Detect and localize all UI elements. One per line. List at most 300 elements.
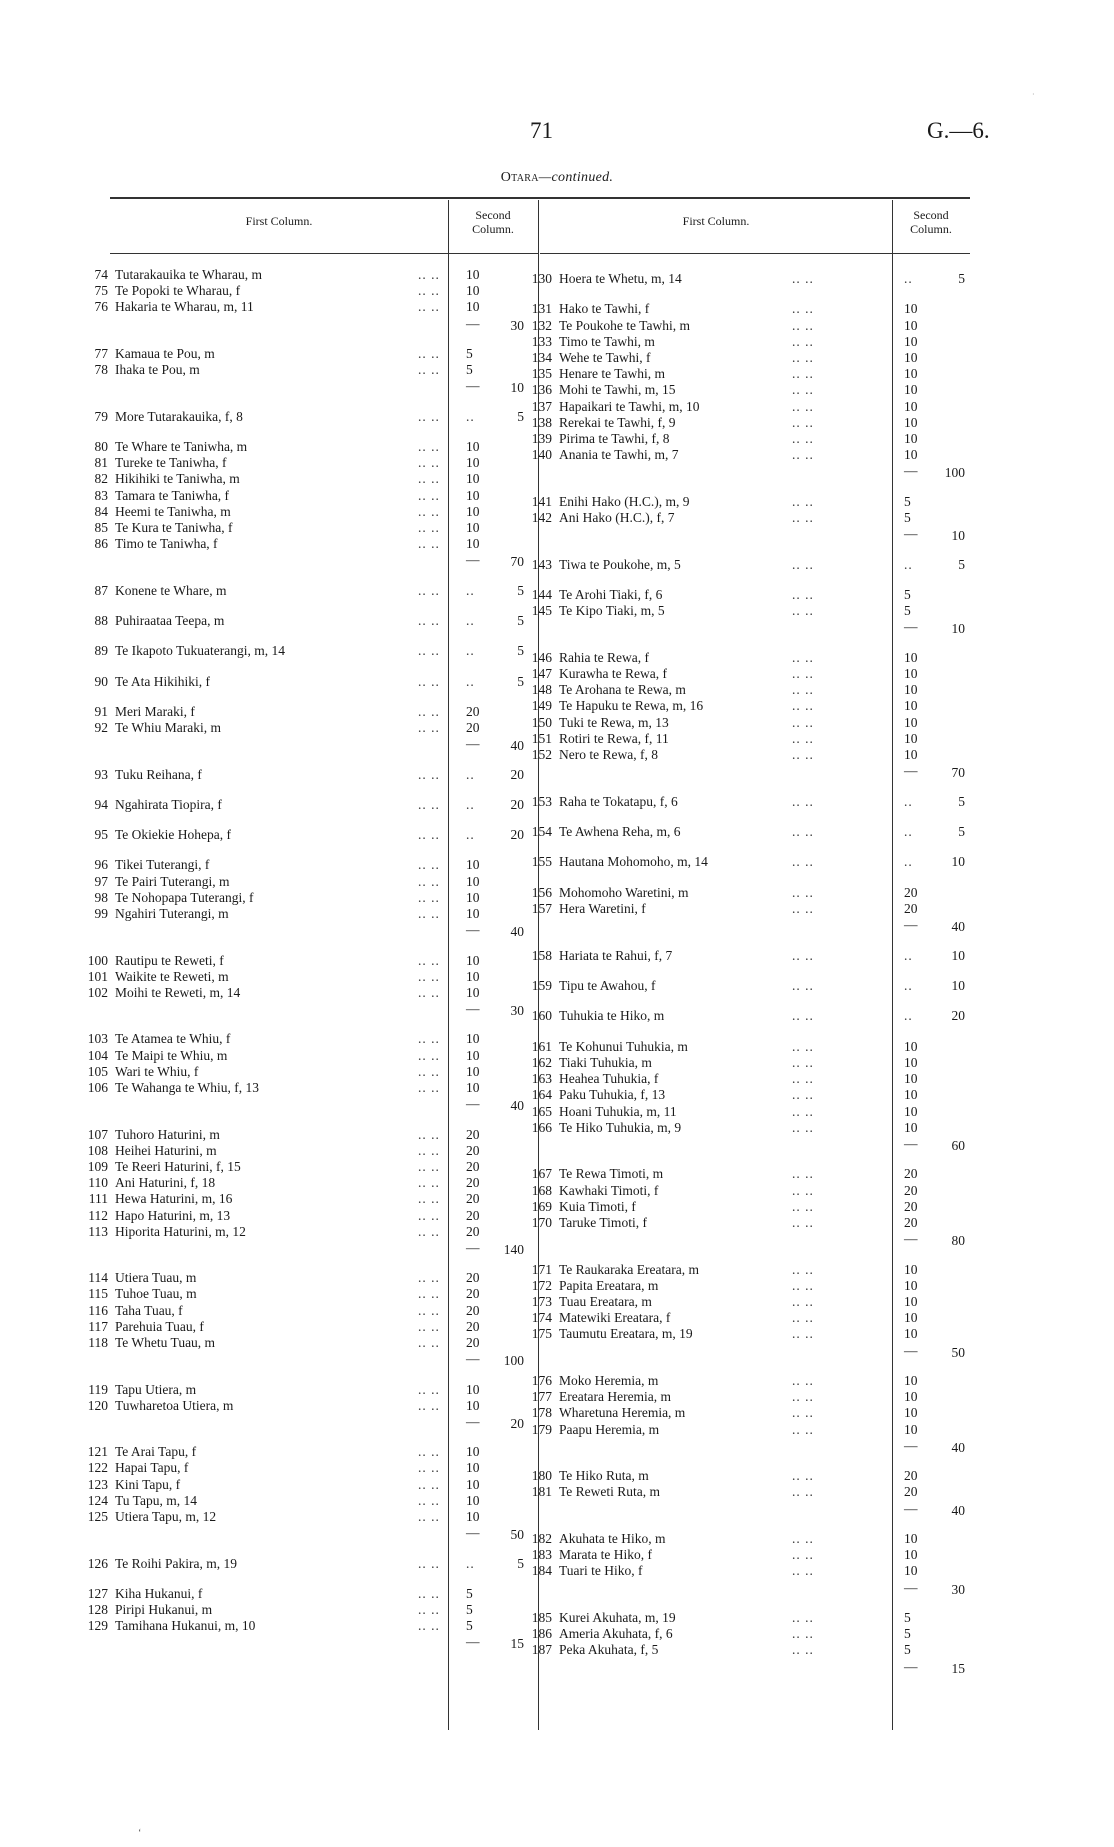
leader-dots: .. .. [792, 1421, 814, 1437]
left-second-column-divider [448, 200, 449, 1730]
table-row [522, 1071, 918, 1087]
entry-number: 141 [531, 493, 552, 509]
table-row [78, 283, 480, 299]
left-second-column-header-line2: Column. [472, 222, 514, 236]
entry-number: 96 [94, 857, 108, 873]
table-row [78, 984, 480, 1001]
entry-name: Te Whetu Tuau, m [115, 1335, 216, 1350]
subtotal-dash: — [466, 1239, 480, 1255]
table-row [522, 1468, 918, 1484]
first-column-value: 10 [904, 1103, 918, 1119]
entry-number: 75 [94, 283, 108, 299]
entry-name: Tamara te Taniwha, f [115, 487, 230, 503]
table-row [522, 1038, 918, 1055]
entry-number: 156 [531, 884, 552, 900]
entry-number: 179 [531, 1421, 552, 1437]
table-row [78, 536, 480, 552]
table-row [78, 438, 480, 455]
entry-number: 90 [94, 673, 108, 689]
first-column-value: 20 [904, 1484, 918, 1500]
table-row [78, 1223, 480, 1240]
leader-dots: .. .. [418, 968, 440, 984]
table-row [78, 766, 475, 783]
subtotal-dash: — [904, 1342, 918, 1358]
leader-dots: .. .. [792, 1405, 814, 1421]
leader-dots: .. .. [418, 438, 440, 454]
entry-name: Wehe te Tawhi, f [559, 350, 651, 365]
table-row [522, 714, 918, 731]
leader-dots: .. .. [792, 698, 814, 714]
second-column-total: 30 [951, 1581, 965, 1597]
leader-dots: .. [466, 408, 475, 424]
entry-number: 129 [87, 1618, 108, 1634]
entry-number: 88 [94, 612, 108, 628]
first-column-value: 20 [904, 1198, 918, 1214]
leader-dots: .. .. [418, 1031, 440, 1047]
entry-name: Te Raukaraka Ereatara, m [559, 1261, 699, 1277]
leader-dots: .. .. [792, 1610, 814, 1625]
first-column-value: 10 [466, 968, 480, 984]
first-column-value: 10 [904, 1421, 918, 1437]
entry-name: Wari te Whiu, f [115, 1063, 199, 1079]
first-column-value: 10 [466, 455, 480, 471]
document-code: G.—6. [927, 118, 990, 143]
leader-dots: .. [904, 556, 913, 572]
leader-dots: .. .. [792, 1373, 814, 1388]
entry-number: 74 [94, 267, 108, 282]
table-top-rule [110, 197, 970, 199]
leader-dots: .. .. [418, 1476, 440, 1492]
entry-number: 168 [531, 1182, 552, 1198]
leader-dots: .. .. [792, 447, 814, 463]
entry-number: 178 [531, 1405, 552, 1421]
leader-dots: .. [466, 1555, 475, 1571]
entry-name: Hautana Mohomoho, m, 14 [559, 854, 708, 870]
first-column-value: 10 [904, 333, 918, 349]
leader-dots: .. .. [418, 857, 440, 873]
entry-number: 176 [531, 1373, 552, 1388]
first-column-value: 10 [466, 1080, 480, 1095]
entry-number: 127 [87, 1585, 108, 1601]
first-column-value: 20 [904, 1166, 918, 1182]
entry-number: 112 [88, 1207, 108, 1223]
table-row [78, 827, 475, 843]
entry-name: Hapai Tapu, f [115, 1460, 189, 1476]
first-column-value: 10 [904, 1531, 918, 1546]
first-column-value: 10 [466, 283, 480, 299]
table-row [522, 317, 918, 334]
right-second-column-divider [892, 200, 893, 1730]
leader-dots: .. .. [792, 587, 814, 602]
leader-dots: .. .. [792, 1547, 814, 1563]
leader-dots: .. .. [792, 1389, 814, 1405]
second-column-total: 20 [510, 796, 524, 812]
leader-dots: .. .. [418, 720, 440, 735]
leader-dots: .. .. [792, 301, 814, 317]
first-column-value: 10 [904, 666, 918, 681]
leader-dots: .. [904, 793, 913, 809]
table-row [522, 1055, 918, 1071]
first-column-value: 20 [466, 1302, 480, 1318]
leader-dots: .. .. [418, 984, 440, 1000]
leader-dots: .. .. [418, 1270, 440, 1286]
leader-dots: .. .. [418, 612, 440, 628]
entry-name: Te Rewa Timoti, m [559, 1166, 664, 1182]
entry-name: Te Arohi Tiaki, f, 6 [559, 587, 663, 602]
entry-name: Kurei Akuhata, m, 19 [559, 1610, 676, 1625]
table-row [522, 1626, 911, 1642]
entry-number: 126 [87, 1555, 108, 1571]
entry-name: Matewiki Ereatara, f [559, 1310, 671, 1326]
table-row [522, 510, 911, 526]
entry-name: Ani Haturini, f, 18 [115, 1175, 216, 1191]
entry-name: Te Popoki te Wharau, f [115, 283, 241, 299]
leader-dots: .. [904, 824, 913, 839]
first-column-value: 5 [904, 1626, 911, 1642]
entry-name: Tuki te Rewa, m, 13 [559, 714, 669, 730]
entry-number: 154 [531, 824, 552, 839]
entry-number: 92 [94, 720, 108, 735]
leader-dots: .. .. [792, 317, 814, 333]
first-column-value: 10 [904, 398, 918, 414]
entry-name: Tipu te Awahou, f [559, 978, 656, 993]
table-row [522, 947, 913, 964]
leader-dots: .. .. [792, 431, 814, 446]
entry-name: Tikei Tuterangi, f [115, 857, 210, 873]
table-row [522, 1198, 918, 1215]
second-column-total: 5 [958, 793, 965, 809]
first-column-value: 10 [904, 1071, 918, 1087]
leader-dots: .. .. [792, 350, 814, 365]
table-row [78, 889, 480, 906]
table-row [78, 503, 480, 520]
table-row [522, 793, 913, 810]
first-column-value: 20 [466, 1318, 480, 1334]
leader-dots: .. .. [418, 1207, 440, 1223]
first-column-value: 5 [466, 1618, 473, 1634]
first-column-value: 10 [466, 1031, 480, 1047]
second-column-total: 5 [958, 271, 965, 286]
left-first-column-header: First Column. [245, 214, 313, 228]
entry-number: 143 [531, 556, 552, 572]
leader-dots: .. .. [418, 1191, 440, 1207]
leader-dots: .. .. [418, 345, 440, 361]
first-column-value: 10 [904, 1405, 918, 1421]
first-column-value: 10 [904, 1119, 918, 1135]
table-row [522, 747, 918, 763]
entry-number: 89 [94, 643, 108, 659]
table-row [78, 1158, 480, 1175]
entry-name: Parehuia Tuau, f [115, 1318, 204, 1334]
entry-number: 105 [87, 1063, 108, 1079]
entry-number: 161 [531, 1038, 552, 1054]
entry-number: 99 [94, 906, 108, 921]
entry-number: 167 [531, 1166, 552, 1182]
second-column-total: 30 [510, 317, 524, 333]
entry-name: Hariata te Rahui, f, 7 [559, 947, 673, 963]
second-column-total: 5 [517, 1555, 524, 1571]
table-row [522, 350, 918, 366]
entry-name: More Tutarakauika, f, 8 [115, 408, 243, 424]
first-column-value: 5 [904, 510, 911, 525]
entry-number: 130 [531, 271, 552, 286]
table-row [522, 1277, 918, 1294]
first-column-value: 10 [466, 267, 480, 282]
leader-dots: .. .. [792, 1484, 814, 1500]
entry-name: Ngahiri Tuterangi, m [115, 906, 229, 921]
entry-name: Rerekai te Tawhi, f, 9 [559, 414, 676, 430]
table-row [522, 1531, 918, 1547]
entry-number: 159 [531, 978, 552, 993]
first-column-value: 10 [904, 1326, 918, 1342]
leader-dots: .. .. [792, 1261, 814, 1277]
leader-dots: .. .. [418, 1460, 440, 1476]
table-row [522, 1008, 913, 1024]
entry-number: 101 [87, 968, 108, 984]
entry-name: Tu Tapu, m, 14 [115, 1492, 197, 1508]
leader-dots: .. .. [418, 703, 440, 719]
table-row [522, 587, 911, 603]
first-column-value: 10 [904, 1294, 918, 1309]
leader-dots: .. .. [418, 952, 440, 968]
table-row [522, 556, 913, 573]
table-row [522, 1642, 911, 1658]
table-row [78, 1142, 480, 1159]
table-row [78, 1397, 480, 1414]
entry-name: Tuhoro Haturini, m [115, 1126, 220, 1142]
leader-dots: .. [466, 612, 475, 628]
table-row [522, 1261, 918, 1278]
first-column-value: 10 [904, 1261, 918, 1277]
entry-number: 172 [531, 1277, 552, 1293]
second-column-total: 30 [510, 1003, 524, 1019]
entry-name: Mohomoho Waretini, m [559, 884, 689, 900]
first-column-value: 5 [904, 587, 911, 602]
subtotal-dash: — [904, 463, 918, 479]
entry-name: Tuari te Hiko, f [559, 1563, 643, 1579]
first-column-value: 10 [466, 519, 480, 535]
leader-dots: .. [466, 673, 475, 689]
leader-dots: .. .. [792, 1182, 814, 1198]
leader-dots: .. .. [792, 1087, 814, 1103]
first-column-value: 10 [904, 1389, 918, 1405]
entry-name: Utiera Tapu, m, 12 [115, 1509, 217, 1524]
entry-name: Kuia Timoti, f [559, 1198, 636, 1214]
first-column-value: 20 [466, 1175, 480, 1191]
entry-name: Wharetuna Heremia, m [559, 1405, 686, 1421]
entry-number: 145 [531, 603, 552, 619]
entry-name: Heemi te Taniwha, m [115, 503, 231, 519]
subtotal-dash: — [904, 1579, 918, 1595]
entry-name: Heahea Tuhukia, f [559, 1071, 659, 1087]
subtotal-dash: — [904, 763, 918, 779]
entry-number: 76 [94, 299, 108, 315]
table-row [78, 873, 480, 890]
entry-name: Kurawha te Rewa, f [559, 666, 667, 681]
entry-number: 115 [88, 1286, 108, 1302]
table-row [78, 612, 475, 629]
entry-name: Timo te Tawhi, m [559, 333, 655, 349]
subtotal-dash: — [466, 315, 480, 331]
leader-dots: .. .. [418, 455, 440, 471]
table-row [522, 398, 918, 415]
entry-name: Tureke te Taniwha, f [115, 455, 227, 471]
first-column-value: 20 [904, 1215, 918, 1230]
entry-number: 122 [87, 1460, 108, 1476]
first-column-value: 5 [466, 1585, 473, 1601]
leader-dots: .. .. [418, 487, 440, 503]
left-header-bottom-rule [110, 253, 538, 254]
leader-dots: .. .. [418, 1175, 440, 1191]
table-row [522, 1326, 918, 1342]
leader-dots: .. .. [792, 1468, 814, 1484]
first-column-value: 20 [466, 1270, 480, 1286]
table-row [78, 1460, 480, 1476]
entry-number: 104 [87, 1047, 108, 1063]
table-row [522, 824, 913, 840]
table-row [78, 519, 480, 536]
entry-name: Te Whiu Maraki, m [115, 720, 222, 735]
table-row [78, 720, 480, 736]
leader-dots: .. .. [792, 649, 814, 665]
table-row [78, 906, 480, 922]
second-column-total: 60 [951, 1138, 965, 1153]
subtotal-dash: — [466, 1351, 480, 1367]
first-column-value: 10 [904, 1547, 918, 1563]
second-column-total: 20 [510, 766, 524, 782]
first-column-value: 10 [904, 1373, 918, 1388]
entry-number: 131 [531, 301, 552, 317]
leader-dots: .. .. [792, 1326, 814, 1342]
entry-number: 85 [94, 519, 108, 535]
table-row [78, 952, 480, 969]
table-row [78, 455, 480, 471]
table-row [78, 487, 480, 504]
first-column-value: 5 [466, 362, 473, 378]
entry-number: 177 [531, 1389, 552, 1405]
subtotal-dash: — [904, 1437, 918, 1453]
leader-dots: .. .. [418, 1509, 440, 1524]
entry-name: Hiporita Haturini, m, 12 [115, 1223, 246, 1239]
first-column-value: 10 [466, 471, 480, 487]
first-column-value: 10 [904, 730, 918, 746]
first-column-value: 5 [904, 493, 911, 509]
entry-name: Papita Ereatara, m [559, 1277, 659, 1293]
table-row [522, 1373, 918, 1389]
subtotal-dash: — [904, 1500, 918, 1516]
entry-name: Peka Akuhata, f, 5 [559, 1642, 659, 1658]
entry-number: 146 [531, 649, 552, 665]
table-row [522, 301, 918, 317]
section-subtitle [0, 170, 1114, 186]
leader-dots: .. .. [792, 1166, 814, 1182]
entry-name: Tuku Reihana, f [115, 766, 202, 782]
second-column-total: 50 [510, 1527, 524, 1543]
entry-number: 97 [94, 873, 108, 889]
leader-dots: .. .. [792, 1563, 814, 1579]
entry-number: 147 [531, 666, 552, 681]
entry-number: 102 [87, 984, 108, 1000]
table-row [78, 1492, 480, 1509]
entry-number: 160 [531, 1008, 552, 1024]
table-row [522, 271, 913, 287]
subtotal-dash: — [466, 552, 480, 568]
entry-number: 169 [531, 1198, 552, 1214]
entry-name: Te Hapuku te Rewa, m, 16 [559, 698, 704, 714]
entry-name: Te Awhena Reha, m, 6 [559, 824, 681, 839]
table-row [522, 1405, 918, 1421]
table-row [78, 1207, 480, 1224]
leader-dots: .. [466, 643, 475, 659]
entry-number: 162 [531, 1055, 552, 1070]
first-column-value: 10 [466, 1476, 480, 1492]
entry-number: 164 [531, 1087, 552, 1103]
right-header-bottom-rule [540, 253, 970, 254]
first-column-value: 5 [904, 1610, 911, 1625]
section-place: Otara [500, 170, 539, 185]
table-row [78, 1191, 480, 1207]
entry-name: Utiera Tuau, m [115, 1270, 197, 1286]
entry-name: Hoani Tuhukia, m, 11 [559, 1103, 677, 1119]
entry-name: Rotiri te Rewa, f, 11 [559, 730, 669, 746]
first-column-value: 10 [904, 431, 918, 446]
leader-dots: .. .. [418, 1286, 440, 1302]
entry-name: Hakaria te Wharau, m, 11 [115, 299, 254, 315]
leader-dots: .. .. [418, 827, 440, 843]
table-row [522, 382, 918, 398]
entry-name: Tuhukia te Hiko, m [559, 1008, 665, 1024]
entry-number: 142 [531, 510, 552, 525]
second-column-total: 10 [951, 621, 965, 637]
entry-name: Ani Hako (H.C.), f, 7 [559, 510, 675, 525]
leader-dots: .. .. [792, 1119, 814, 1135]
entry-name: Tuau Ereatara, m [559, 1294, 652, 1309]
table-row [78, 1047, 480, 1064]
right-first-column-header: First Column. [682, 214, 750, 228]
leader-dots: .. .. [418, 1555, 440, 1571]
table-row [78, 1063, 480, 1080]
table-row [522, 1563, 918, 1579]
entry-name: Piripi Hukanui, m [115, 1602, 213, 1617]
leader-dots: .. [466, 766, 475, 782]
entry-number: 86 [94, 536, 108, 552]
entry-number: 136 [531, 382, 552, 398]
entry-number: 111 [88, 1191, 108, 1207]
leader-dots: .. .. [792, 1071, 814, 1087]
second-column-total: 20 [510, 827, 524, 843]
first-column-value: 10 [904, 1277, 918, 1293]
table-row [522, 666, 918, 682]
entry-number: 187 [531, 1642, 552, 1658]
table-row [522, 366, 918, 382]
entry-name: Anania te Tawhi, m, 7 [559, 447, 679, 463]
entry-number: 77 [94, 345, 108, 361]
first-column-value: 20 [904, 1182, 918, 1198]
subtotal-dash: — [904, 619, 918, 635]
leader-dots: .. .. [418, 873, 440, 889]
first-column-value: 10 [904, 1087, 918, 1103]
entry-number: 119 [88, 1381, 108, 1397]
entry-name: Puhiraataa Teepa, m [115, 612, 225, 628]
first-column-value: 10 [904, 1055, 918, 1070]
second-column-total: 70 [951, 765, 965, 781]
entry-number: 175 [531, 1326, 552, 1342]
entry-number: 181 [531, 1484, 552, 1500]
first-column-value: 10 [904, 366, 918, 382]
entry-name: Te Ata Hikihiki, f [115, 673, 211, 689]
entry-name: Ameria Akuhata, f, 6 [559, 1626, 673, 1642]
first-column-value: 20 [466, 1223, 480, 1239]
